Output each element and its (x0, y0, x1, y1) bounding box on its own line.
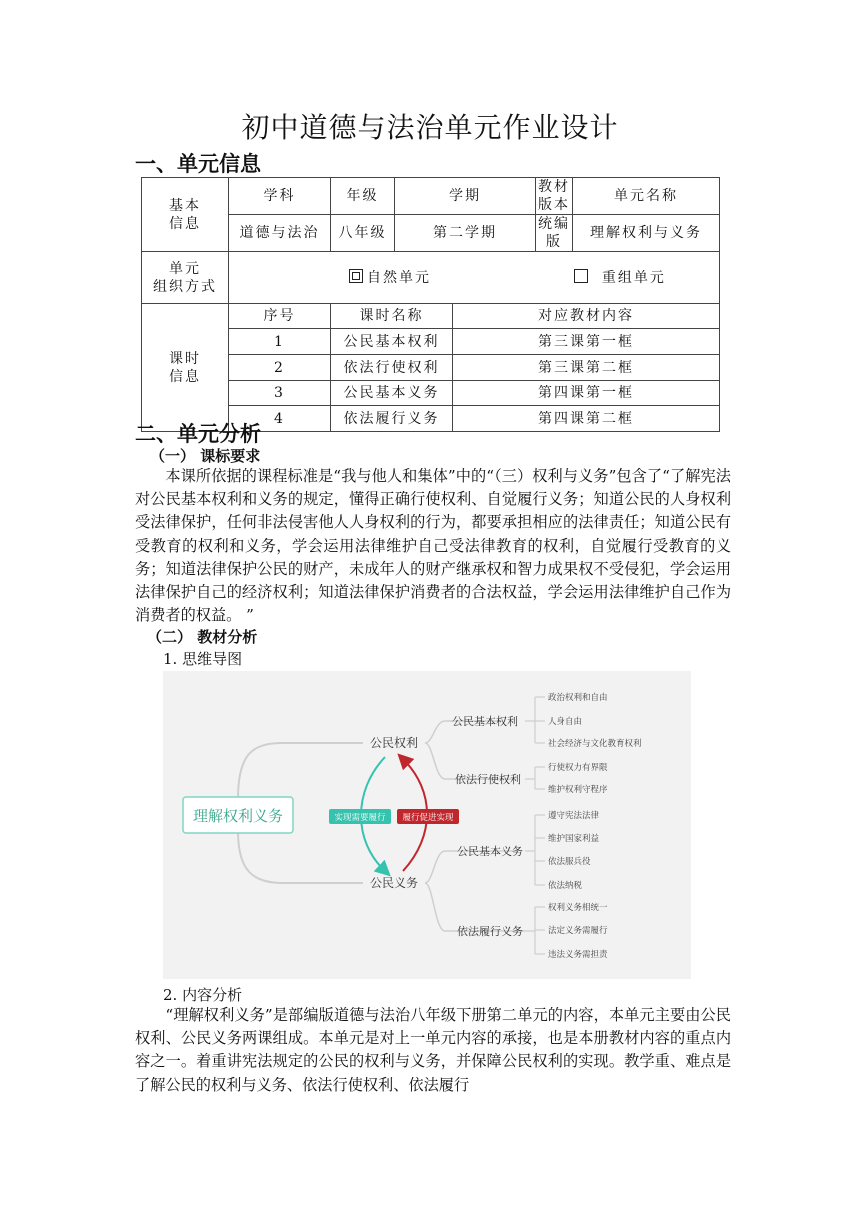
subheading-textbook-analysis: （二） 教材分析 (147, 628, 258, 646)
document-title: 初中道德与法治单元作业设计 (241, 111, 619, 144)
value-grade: 八年级 (331, 215, 395, 252)
leaf: 维护权利守程序 (548, 785, 608, 795)
leaf: 政治权利和自由 (548, 693, 608, 703)
header-semester: 学期 (395, 178, 536, 215)
root-node-label: 理解权利义务 (192, 807, 284, 825)
tag-right-label: 履行促进实现 (402, 813, 454, 823)
leaf: 法定义务需履行 (548, 926, 608, 936)
tag-left-label: 实现需要履行 (334, 813, 386, 823)
leaf: 行使权力有界限 (548, 763, 608, 773)
lesson-header-content: 对应教材内容 (453, 304, 720, 329)
leaf: 依法纳税 (548, 881, 583, 891)
connector-line (238, 743, 363, 799)
lesson-no: 4 (229, 406, 331, 432)
lesson-header-no: 序号 (229, 304, 331, 329)
node-basic-duties: 公民基本义务 (457, 845, 523, 858)
table-row (142, 355, 720, 381)
leaf: 维护国家利益 (548, 834, 600, 844)
header-edition: 教材版本 (536, 178, 573, 215)
node-basic-rights: 公民基本权利 (452, 715, 518, 728)
leaf: 遵守宪法法律 (548, 811, 600, 821)
section-heading-unit-analysis: 二、单元分析 (135, 422, 261, 446)
value-subject: 道德与法治 (229, 215, 331, 252)
lesson-info-label: 课时 信息 (142, 304, 229, 432)
org-mode-label: 单元 组织方式 (142, 252, 229, 304)
basic-info-label: 基本 信息 (142, 178, 229, 252)
lesson-name: 依法行使权利 (331, 355, 453, 381)
regroup-unit-option[interactable]: 重组单元 (574, 270, 666, 286)
empty-box-icon[interactable] (574, 269, 588, 283)
lesson-content: 第四课第二框 (453, 406, 720, 432)
paragraph-content-analysis: “理解权利义务”是部编版道德与法治八年级下册第二单元的内容，本单元主要由公民权利、公民义务两课组成。本单元是对上一单元内容的承接，也是本册教材内容的重点内容之一。着重讲宪法规定的公民的权利与义务，并保障公民权利的实现。教学重、难点是了解公民的权利与义务、依法行使权利、依法履行 (135, 1006, 731, 1094)
node-perform-duties: 依法履行义务 (457, 925, 523, 938)
value-unit-name: 理解权利与义务 (573, 215, 720, 252)
checked-box-icon[interactable] (349, 269, 363, 283)
value-edition: 统编版 (536, 215, 573, 252)
lesson-content: 第四课第一框 (453, 381, 720, 406)
lesson-name: 公民基本权利 (331, 329, 453, 355)
item-mind-map: 1. 思维导图 (163, 650, 243, 668)
lesson-content: 第三课第二框 (453, 355, 720, 381)
leaf: 社会经济与文化教育权利 (548, 739, 642, 749)
node-duties: 公民义务 (369, 876, 419, 890)
node-exercise-rights: 依法行使权利 (455, 773, 521, 786)
value-semester: 第二学期 (395, 215, 536, 252)
unit-info-table (141, 177, 720, 432)
item-content-analysis: 2. 内容分析 (163, 986, 243, 1004)
node-rights: 公民权利 (369, 736, 419, 750)
header-unit-name: 单元名称 (573, 178, 720, 215)
lesson-no: 3 (229, 381, 331, 406)
subheading-curriculum: （一） 课标要求 (150, 447, 261, 465)
mind-map-image (163, 671, 691, 979)
lesson-no: 2 (229, 355, 331, 381)
lesson-name: 公民基本义务 (331, 381, 453, 406)
section-heading-unit-info: 一、单元信息 (135, 152, 261, 176)
lesson-name: 依法履行义务 (331, 406, 453, 432)
org-mode-options (229, 252, 720, 304)
header-grade: 年级 (331, 178, 395, 215)
leaf: 依法服兵役 (548, 857, 591, 867)
table-row (142, 329, 720, 355)
paragraph-curriculum: 本课所依据的课程标准是“我与他人和集体”中的“（三）权利与义务”包含了“了解宪法对公民基本权利和义务的规定，懂得正确行使权利、自觉履行义务；知道公民的人身权利受法律保护，任何非法侵害他人人身权利的行为，都要承担相应的法律责任；知道公民有受教育的权利和义务，学会运用法律维护自己受法律教育的权利，自觉履行受教育的义务；知道法律保护公民的财产，未成年人的财产继承权和智力成果权不受侵犯，学会运用法律保护自己的经济权利；知道法律保护消费者的合法权益，学会运用法律维护自己作为消费者的权益。 ” (135, 467, 731, 625)
table-row (142, 381, 720, 406)
lesson-no: 1 (229, 329, 331, 355)
natural-unit-option[interactable]: 自然单元 (349, 270, 431, 286)
leaf: 人身自由 (548, 717, 583, 727)
leaf: 违法义务需担责 (548, 950, 608, 960)
lesson-content: 第三课第一框 (453, 329, 720, 355)
lesson-header-name: 课时名称 (331, 304, 453, 329)
leaf: 权利义务相统一 (548, 903, 608, 913)
connector-line (238, 831, 363, 883)
header-subject: 学科 (229, 178, 331, 215)
